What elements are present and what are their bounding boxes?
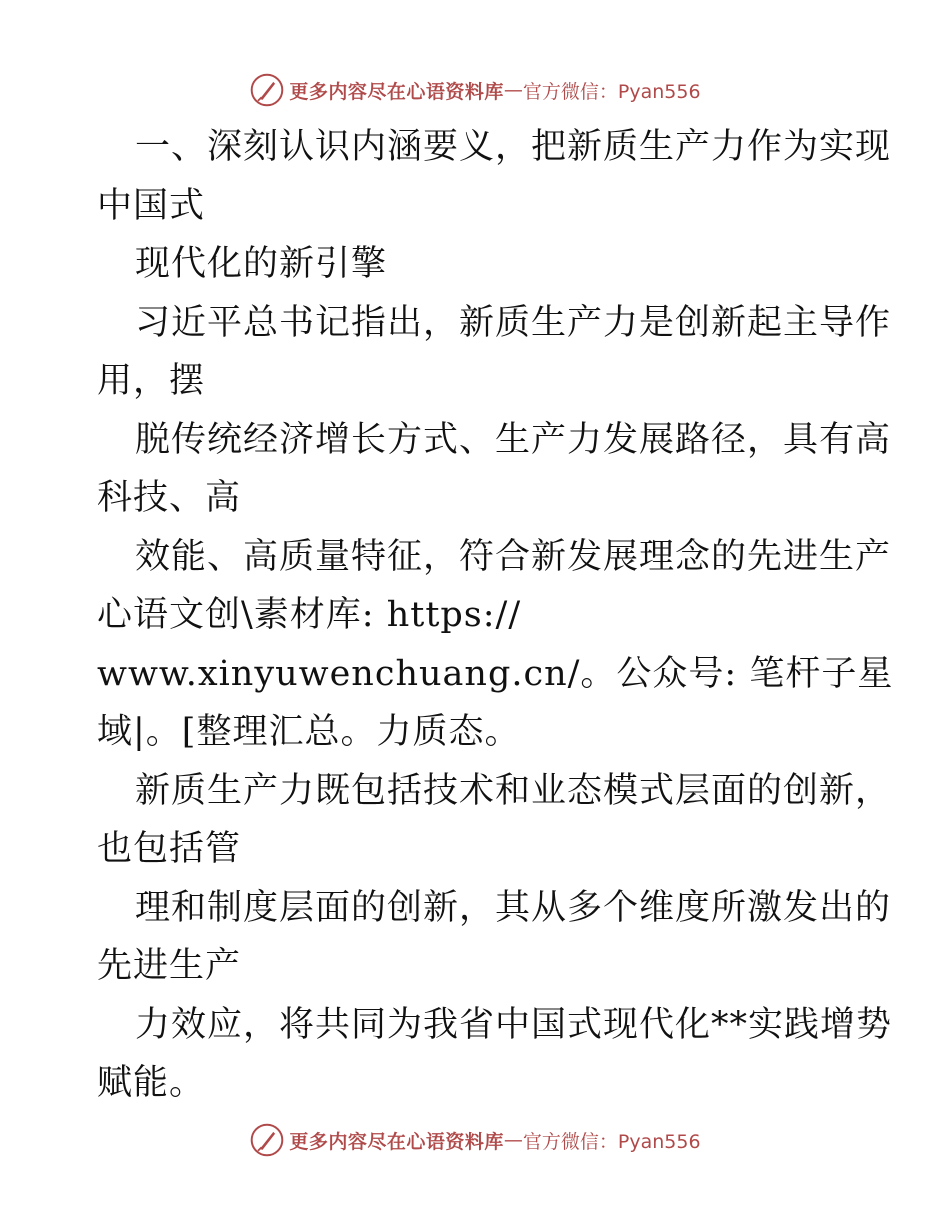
document-body	[97, 118, 894, 1113]
text-line: 新质生产力既包括技术和业态模式层面的创新，	[135, 770, 892, 811]
text-line: 中国式	[97, 185, 206, 226]
text-line: 赋能。	[97, 1063, 206, 1103]
text-line: 效能、高质量特征，符合新发展理念的先进生产	[135, 536, 892, 577]
text-line: 科技、高	[97, 478, 242, 518]
banner-wechat-text: 官方微信：Pyan556	[522, 80, 701, 103]
feather-pen-logo-icon	[249, 1122, 285, 1158]
text-line: 也包括管	[97, 829, 242, 869]
banner-site-text: 更多内容尽在心语资料库	[289, 1130, 504, 1153]
banner-separator: —	[503, 1129, 523, 1151]
text-line: www.xinyuwenchuang.cn/。公众号: 笔杆子星	[97, 653, 894, 694]
text-line: 脱传统经济增长方式、生产力发展路径，具有高	[135, 419, 892, 460]
header-banner	[0, 70, 950, 110]
banner-wechat-text: 官方微信：Pyan556	[522, 1130, 701, 1153]
footer-banner	[0, 1120, 950, 1160]
text-line: 理和制度层面的创新，其从多个维度所激发出的	[135, 887, 892, 928]
text-line: 用，摆	[97, 361, 206, 401]
feather-pen-logo-icon	[249, 72, 285, 108]
text-line: 心语文创\素材库: https://	[97, 595, 522, 635]
banner-separator: —	[503, 79, 523, 101]
text-line: 现代化的新引擎	[135, 244, 388, 284]
text-line: 先进生产	[97, 946, 242, 986]
text-line: 力效应，将共同为我省中国式现代化**实践增势	[135, 1004, 893, 1045]
banner-site-text: 更多内容尽在心语资料库	[289, 80, 504, 103]
text-line: 习近平总书记指出，新质生产力是创新起主导作	[135, 302, 892, 343]
text-line: 一、深刻认识内涵要义，把新质生产力作为实现	[135, 127, 892, 167]
text-line: 域|。[整理汇总。力质态。	[97, 712, 521, 752]
